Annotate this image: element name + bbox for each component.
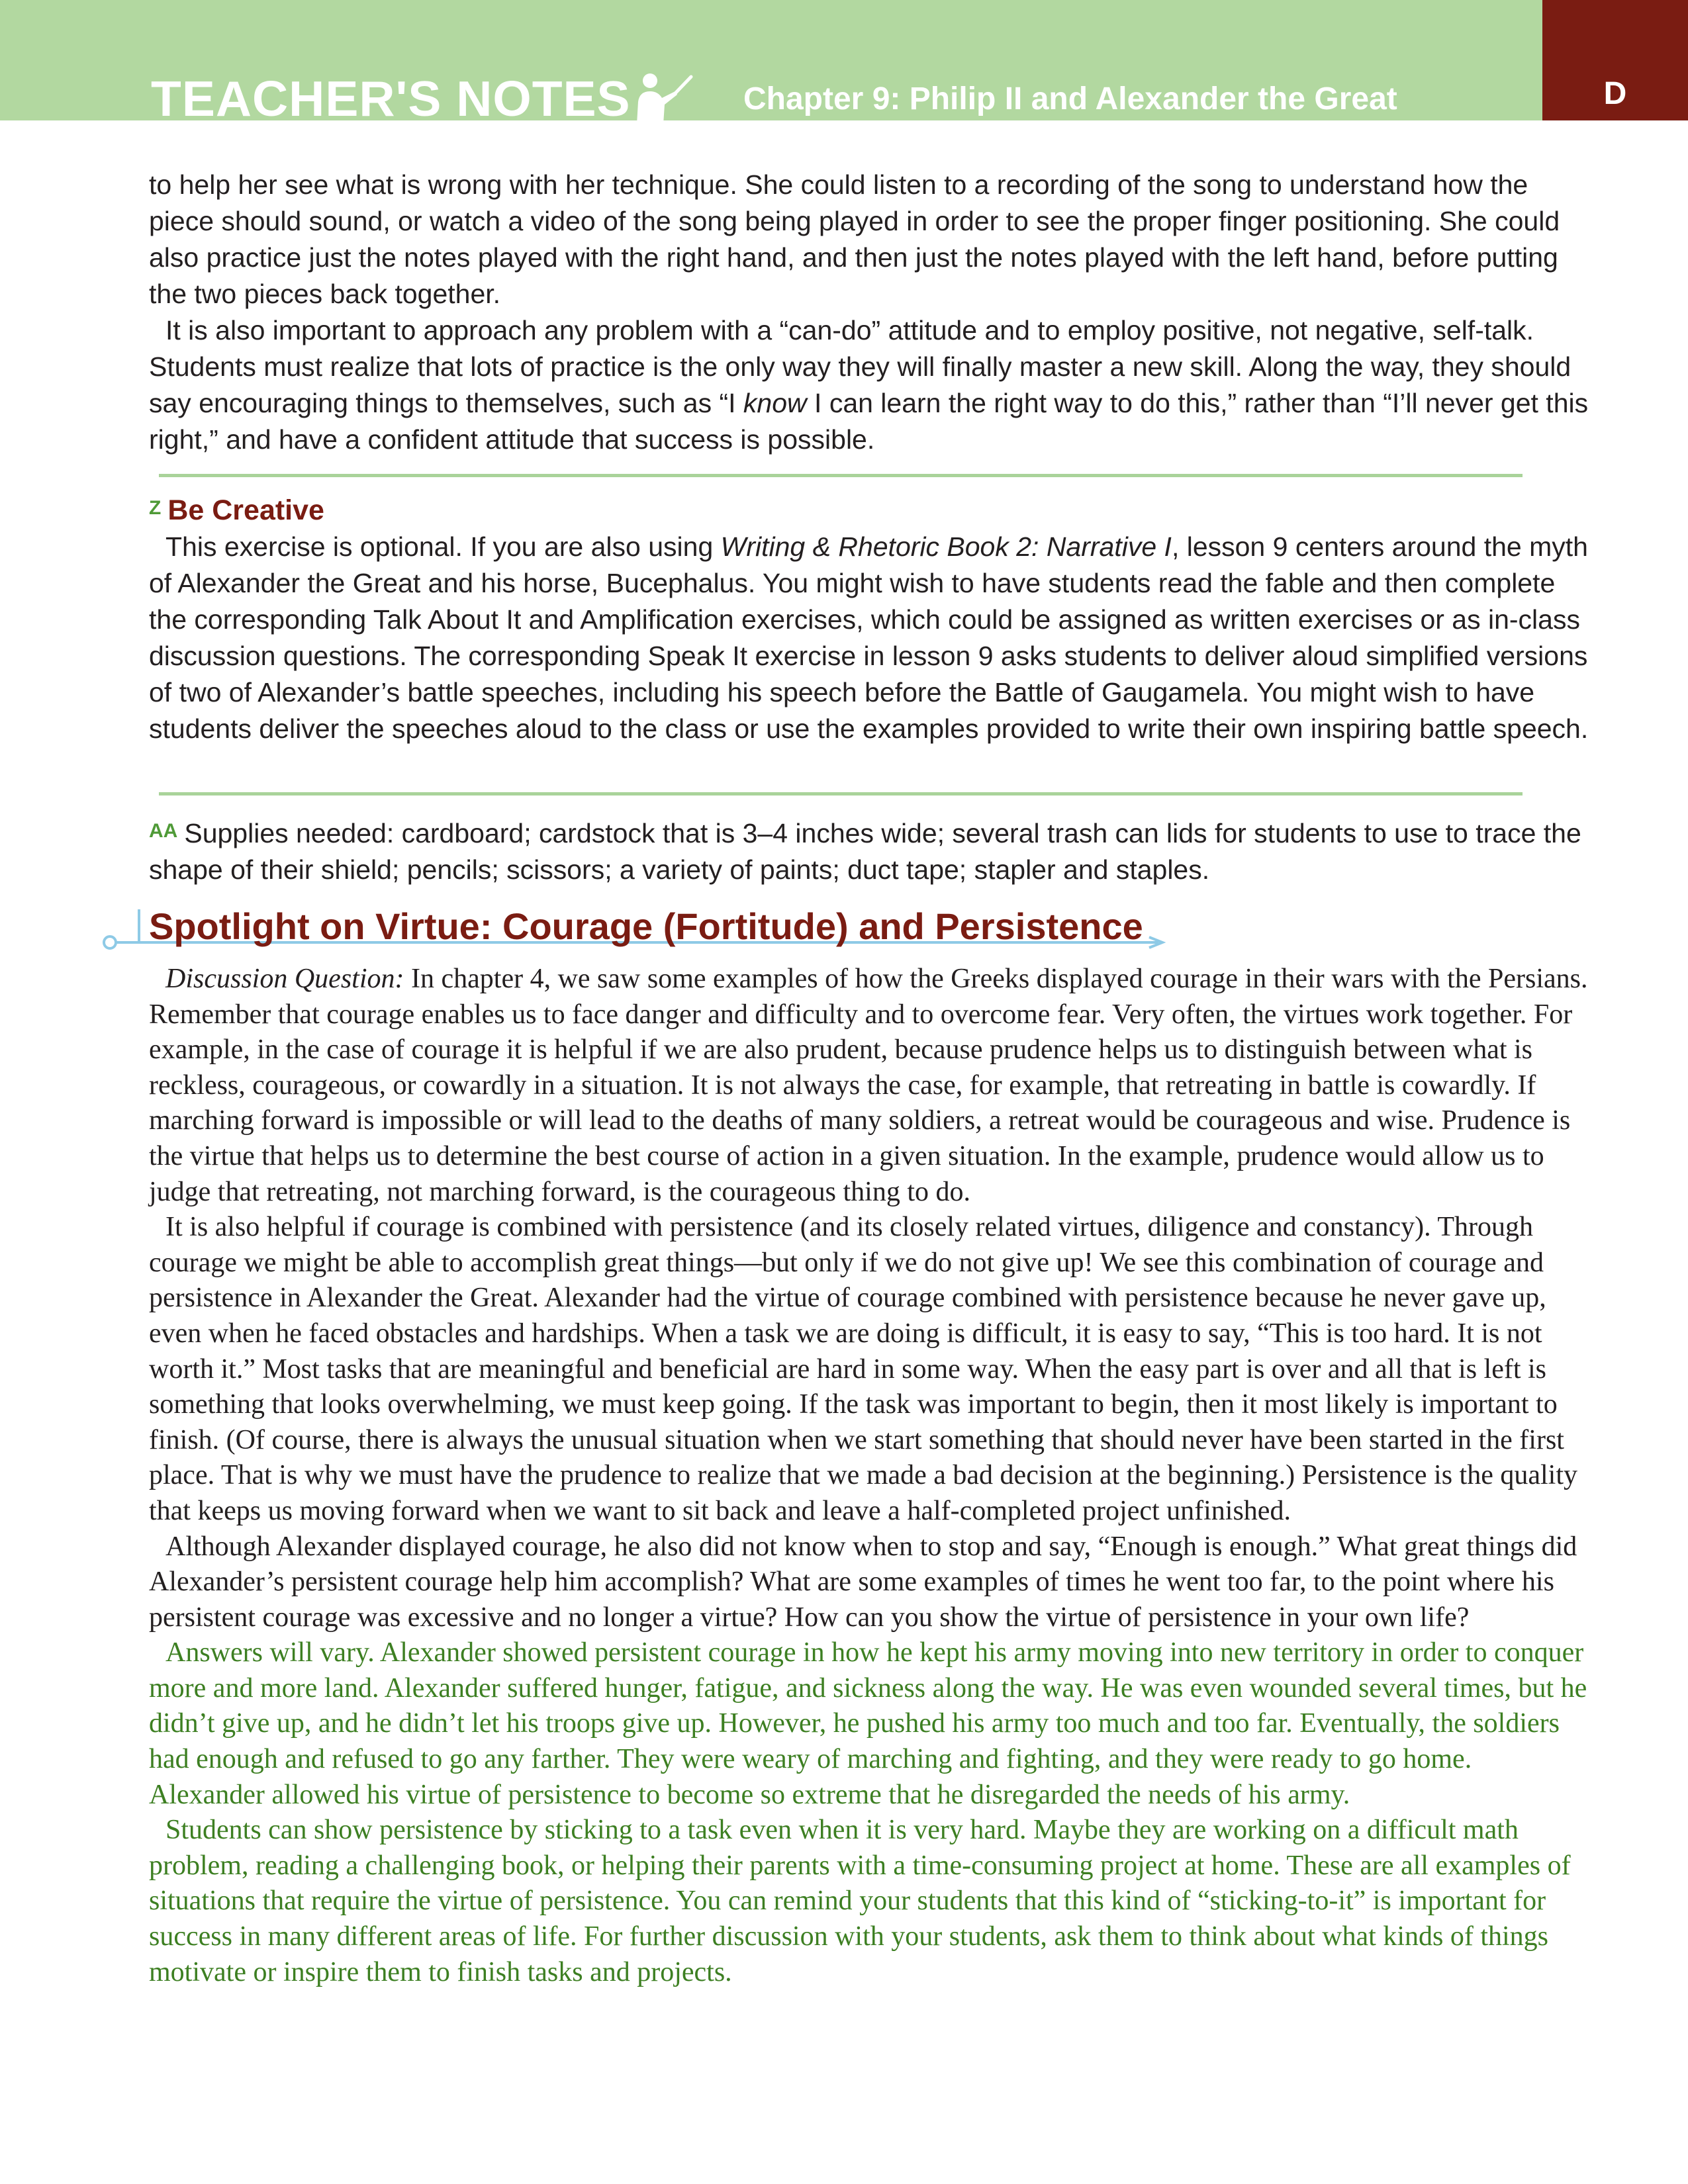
be-creative-text-b: , lesson 9 centers around the myth of Alexander the Great and his horse, Bucephalus. You might wish to have students read the fable and then complete the corresponding Talk About It and Amplification exercises, which could be assigned as written exercises or as in-class discussion questions. The corresponding Speak It exercise in lesson 9 asks students to deliver aloud simplified versions of two of Alexander’s battle speeches, including his speech before the Battle of Gaugamela. You might wish to have students deliver the speeches aloud to the class or use the examples provided to write their own inspiring battle speech. — [149, 531, 1589, 744]
chapter-tab-letter: D — [1603, 76, 1627, 111]
discussion-paragraph-1 — [149, 962, 1592, 1210]
book-title: Writing & Rhetoric Book 2: Narrative I — [720, 531, 1172, 562]
supplies-section — [149, 813, 1592, 888]
be-creative-heading-line — [149, 490, 1592, 529]
note-marker-z: Z — [149, 497, 162, 519]
be-creative-body — [149, 529, 1592, 747]
intro-paragraph-1: to help her see what is wrong with her technique. She could listen to a recording of the song to understand how the piece should sound, or watch a video of the song being played in order to see the proper finger positioning. She could also practice just the notes played with the right hand, and then just the notes played with the left hand, before putting the two pieces back together. — [149, 169, 1560, 309]
chapter-title: Chapter 9: Philip II and Alexander the Great — [743, 81, 1397, 116]
intro-paragraph-2 — [149, 312, 1592, 458]
be-creative-section — [149, 490, 1592, 747]
chapter-tab — [1542, 0, 1688, 120]
intro-emphasis-know: know — [743, 388, 807, 418]
intro-section — [149, 167, 1592, 458]
discussion-question-label: Discussion Question: — [165, 964, 404, 994]
teacher-pointer-icon — [628, 71, 694, 124]
answer-paragraph-1: Answers will vary. Alexander showed persistent courage in how he kept his army moving into new territory in order to conquer more and more land. Alexander suffered hunger, fatigue, and sickness along the way. He was even wounded several times, but he didn’t give up, and he didn’t let his troops give up. However, he pushed his army too much and too far. Eventually, the soldiers had enough and refused to go any farther. They were weary of marching and fighting, and they were ready to go home. Alexander allowed his virtue of persistence to become so extreme that he disregarded the needs of his army. — [149, 1637, 1587, 1810]
page-header-title: TEACHER'S NOTES — [151, 71, 631, 126]
be-creative-text-a: This exercise is optional. If you are also using — [165, 531, 721, 562]
section-divider — [159, 474, 1523, 477]
answer-paragraph-2: Students can show persistence by sticking to a task even when it is very hard. Maybe they are working on a difficult math problem, reading a challenging book, or helping their parents with a time-consuming project at home. These are all examples of situations that require the virtue of persistence. You can remind your students that this kind of “sticking-to-it” is important for success in many different areas of life. For further discussion with your students, ask them to think about what kinds of things motivate or inspire them to finish tasks and projects. — [149, 1815, 1571, 1987]
intro-paragraph-2-text-a: It is also important to approach any problem with a “can-do” attitude and to employ positive, not negative, self-talk. Students must realize that lots of practice is the only way they will finally master a new skill. Along the way, they should say encouraging things to themselves, such as “I — [149, 315, 1571, 418]
supplies-paragraph — [149, 813, 1592, 888]
be-creative-heading: Be Creative — [167, 494, 324, 526]
discussion-text-1: In chapter 4, we saw some examples of how the Greeks displayed courage in their wars with the Persians. Remember that courage enables us to face danger and difficulty and to overcome fear. Very often, the virtues work together. For example, in the case of courage it is helpful if we are also prudent, because prudence helps us to distinguish between what is reckless, courageous, or cowardly in a situation. It is not always the case, for example, that retreating in battle is cowardly. If marching forward is impossible or will lead to the deaths of many soldiers, a retreat would be courageous and wise. Prudence is the virtue that helps us to determine the best course of action in a given situation. In the example, prudence would allow us to judge that retreating, not marching forward, is the courageous thing to do. — [149, 964, 1588, 1207]
supplies-text: Supplies needed: cardboard; cardstock that is 3–4 inches wide; several trash can lids for students to use to trace the shape of their shield; pencils; scissors; a variety of paints; duct tape; stapler and staples. — [149, 818, 1581, 885]
spotlight-heading: Spotlight on Virtue: Courage (Fortitude) and Persistence — [149, 905, 1143, 947]
discussion-paragraph-3: Although Alexander displayed courage, he also did not know when to stop and say, “Enough is enough.” What great things did Alexander’s persistent courage help him accomplish? What are some examples of times he went too far, to the point where his persistent courage was excessive and no longer a virtue? How can you show the virtue of persistence in your own life? — [149, 1531, 1577, 1633]
discussion-paragraph-2: It is also helpful if courage is combined with persistence (and its closely related virtues, diligence and constancy). Through courage we might be able to accomplish great things—but only if we do not give up! We see this combination of courage and persistence in Alexander the Great. Alexander had the virtue of courage combined with persistence because he never gave up, even when he faced obstacles and hardships. When a task we are doing is difficult, it is easy to say, “This is too hard. It is not worth it.” Most tasks that are meaningful and beneficial are hard in some way. When the easy part is over and all that is left is something that looks overwhelming, we must keep going. If the task was important to begin, then it most likely is important to finish. (Of course, there is always the unusual situation when we start something that should never have been started in the first place. That is why we must have the prudence to realize that we made a bad decision at the beginning.) Persistence is the quality that keeps us moving forward when we want to sit back and leave a half-completed project unfinished. — [149, 1212, 1578, 1526]
spotlight-body — [149, 962, 1592, 1990]
intro-paragraph-2-text-b: I can learn the right way to do this,” rather than “I’ll never get this right,” and have a confident attitude that success is possible. — [149, 388, 1589, 455]
note-marker-aa: AA — [149, 820, 178, 842]
section-divider — [159, 792, 1523, 796]
